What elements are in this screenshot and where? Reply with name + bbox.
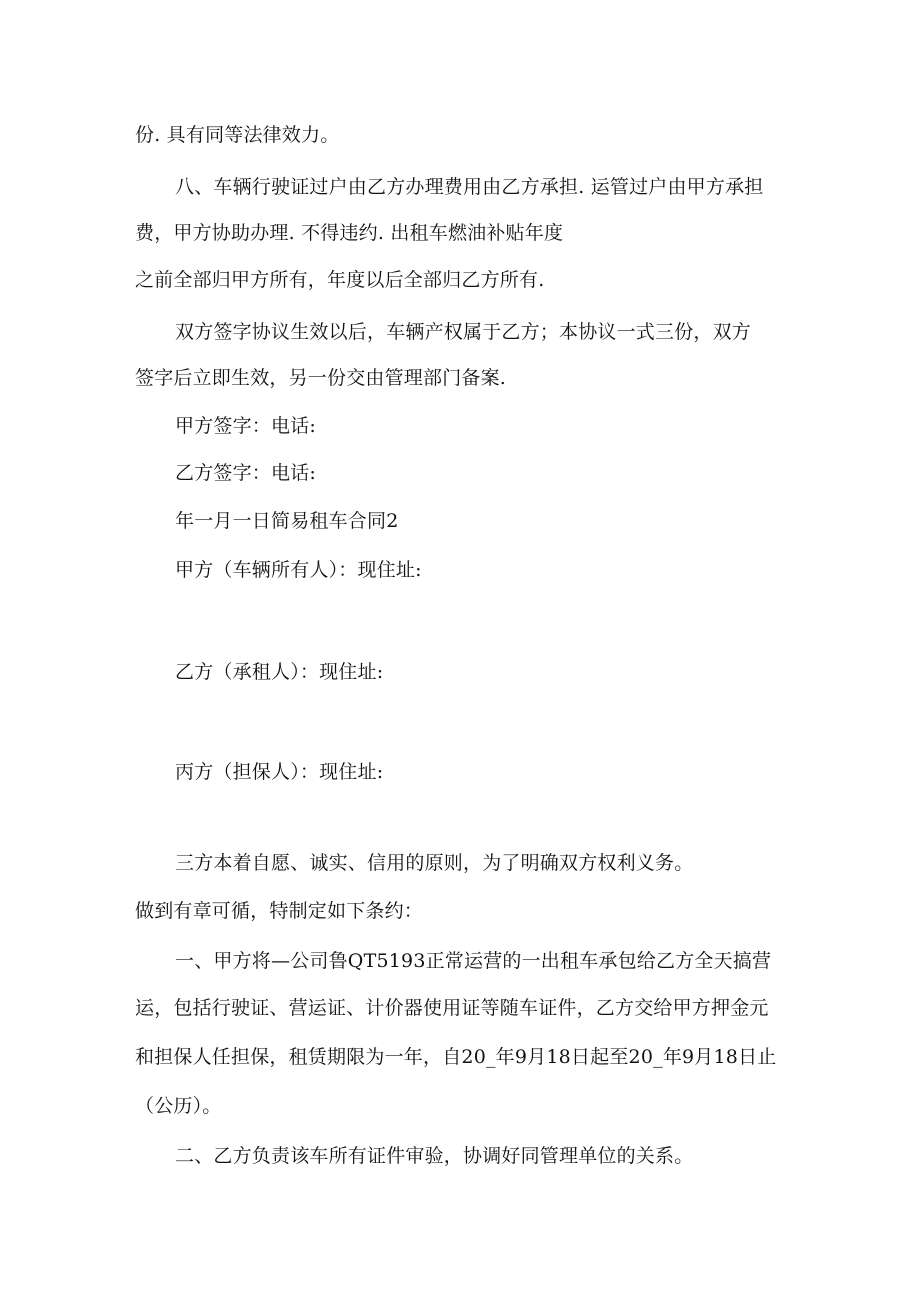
clause-1-line: 运，包括行驶证、营运证、计价器使用证等随车证件，乙方交给甲方押金元 <box>135 997 769 1019</box>
text-line: 份. 具有同等法律效力。 <box>135 124 340 146</box>
clause-2-line: 二、乙方负责该车所有证件审验，协调好同管理单位的关系。 <box>175 1145 694 1167</box>
clause-1-line: （公历）。 <box>135 1095 222 1117</box>
text-line: 乙方签字：电话: <box>175 462 317 484</box>
party-b-address: 乙方（承租人）：现住址: <box>175 661 384 683</box>
text-line: 双方签字协议生效以后，车辆产权属于乙方；本协议一式三份，双方 <box>175 321 752 343</box>
text-line: 做到有章可循，特制定如下条约： <box>135 900 424 922</box>
text-line: 三方本着自愿、诚实、信用的原则，为了明确双方权利义务。 <box>175 852 694 874</box>
text-line: 费，甲方协助办理. 不得违约. 出租车燃油补贴年度 <box>135 222 564 244</box>
party-a-address: 甲方（车辆所有人）：现住址: <box>175 559 422 581</box>
text-line: 八、车辆行驶证过户由乙方办理费用由乙方承担. 运管过户由甲方承担 <box>175 176 764 198</box>
text-line: 甲方签字：电话: <box>175 415 317 437</box>
text-line: 之前全部归甲方所有，年度以后全部归乙方所有. <box>135 269 545 291</box>
clause-1-line: 和担保人任担保，租赁期限为一年，自20_年9月18日起至20_年9月18日止 <box>135 1046 777 1068</box>
clause-1-line: 一、甲方将—公司鲁QT5193正常运营的一出租车承包给乙方全天搞营 <box>175 950 772 972</box>
document-title: 年一月一日简易租车合同2 <box>175 510 399 532</box>
text-line: 签字后立即生效，另一份交由管理部门备案. <box>135 367 507 389</box>
party-c-address: 丙方（担保人）：现住址: <box>175 761 384 783</box>
